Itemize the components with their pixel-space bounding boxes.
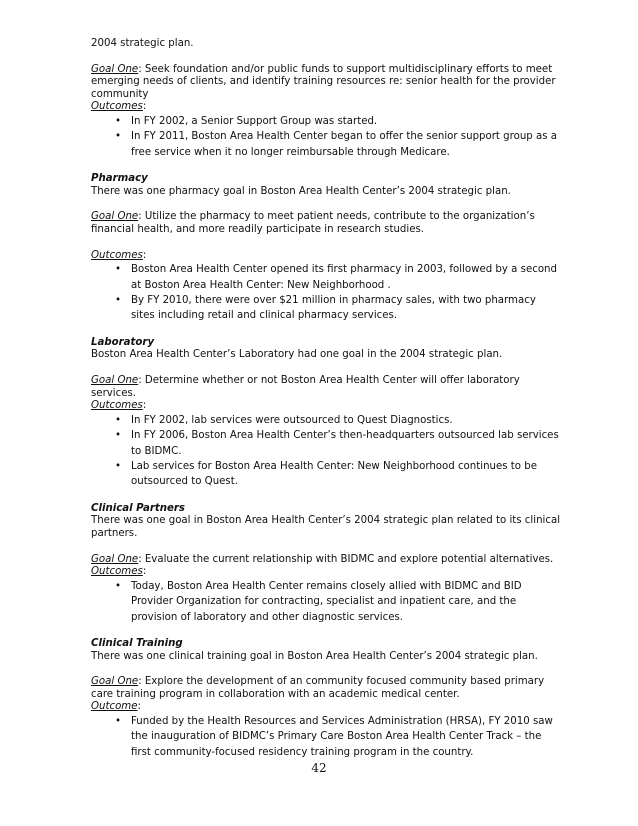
clinical-partners-outcome-list (91, 579, 561, 625)
list-item: • By FY 2010, there were over $21 million in pharmacy sales, with two pharmacy sites including retail and clinical pharmacy services. (91, 293, 561, 324)
intro-outcome-list (91, 114, 561, 160)
outcomes-label: Outcomes (91, 101, 143, 113)
laboratory-summary: Boston Area Health Center’s Laboratory had one goal in the 2004 strategic plan. (91, 349, 503, 361)
pharmacy-outcome-list (91, 262, 561, 324)
pharmacy-heading: Pharmacy (91, 173, 148, 185)
laboratory-outcome-list (91, 413, 561, 490)
clinical-training-heading: Clinical Training (91, 637, 183, 649)
clinical-training-goal (91, 676, 561, 701)
laboratory-goal (91, 375, 561, 400)
goal-text: : Explore the development of an community focused community based primary care training program in collaboration with an academic medical center. (91, 676, 545, 700)
document-page (91, 38, 561, 760)
clinical-partners-outcomes: Outcomes: (91, 566, 147, 578)
outcomes-label: Outcomes (91, 566, 143, 578)
goal-text: : Utilize the pharmacy to meet patient needs, contribute to the organization’s financial health, and more readily participate in research studies. (91, 211, 535, 235)
clinical-partners-goal (91, 554, 561, 567)
list-item: • In FY 2002, a Senior Support Group was started. (91, 114, 561, 129)
clinical-training-outcome-list (91, 714, 561, 760)
intro-goal (91, 64, 561, 102)
list-item: • Today, Boston Area Health Center remains closely allied with BIDMC and BID Provider Organization for contracting, specialist and inpatient care, and the provision of laboratory and other diagnostic services. (91, 579, 561, 625)
pharmacy-goal (91, 211, 561, 236)
list-item: • Lab services for Boston Area Health Center: New Neighborhood continues to be outsourced to Quest. (91, 459, 561, 490)
pharmacy-summary: There was one pharmacy goal in Boston Area Health Center’s 2004 strategic plan. (91, 185, 511, 197)
goal-text: : Seek foundation and/or public funds to support multidisciplinary efforts to meet emerging needs of clients, and identify training resources re: senior health for the provider community (91, 63, 556, 100)
intro-text: 2004 strategic plan. (91, 38, 194, 49)
list-item: • In FY 2006, Boston Area Health Center’s then-headquarters outsourced lab services to BIDMC. (91, 428, 561, 459)
clinical-partners-summary: There was one goal in Boston Area Health Center’s 2004 strategic plan related to its clinical partners. (91, 515, 561, 539)
intro-outcomes: Outcomes: (91, 101, 147, 113)
outcomes-label: Outcome (91, 701, 138, 713)
list-item: • In FY 2002, lab services were outsourced to Quest Diagnostics. (91, 413, 561, 428)
list-item: • Funded by the Health Resources and Services Administration (HRSA), FY 2010 saw the inauguration of BIDMC’s Primary Care Boston Area Health Center Track – the first community-focused residency training program in the country. (91, 714, 561, 760)
clinical-partners-heading: Clinical Partners (91, 502, 185, 514)
list-item: • In FY 2011, Boston Area Health Center began to offer the senior support group as a free service when it no longer reimbursable through Medicare. (91, 129, 561, 160)
laboratory-heading: Laboratory (91, 336, 155, 348)
goal-text: : Evaluate the current relationship with BIDMC and explore potential alternatives. (138, 553, 554, 565)
goal-text: : Determine whether or not Boston Area Health Center will offer laboratory services. (91, 374, 520, 399)
outcomes-label: Outcomes (91, 249, 143, 261)
pharmacy-outcomes: Outcomes: (91, 249, 147, 261)
goal-label: Goal One (91, 211, 139, 223)
goal-label: Goal One (91, 553, 139, 565)
clinical-training-outcomes: Outcome: (91, 701, 141, 713)
clinical-training-summary: There was one clinical training goal in Boston Area Health Center’s 2004 strategic plan. (91, 650, 538, 662)
list-item: • Boston Area Health Center opened its first pharmacy in 2003, followed by a second at Boston Area Health Center: New Neighborhood . (91, 262, 561, 293)
goal-label: Goal One (91, 374, 139, 386)
goal-label: Goal One (91, 676, 139, 688)
outcomes-label: Outcomes (91, 400, 143, 412)
page-number: 42 (311, 761, 327, 775)
goal-label: Goal One (91, 63, 139, 75)
laboratory-outcomes: Outcomes: (91, 400, 147, 412)
